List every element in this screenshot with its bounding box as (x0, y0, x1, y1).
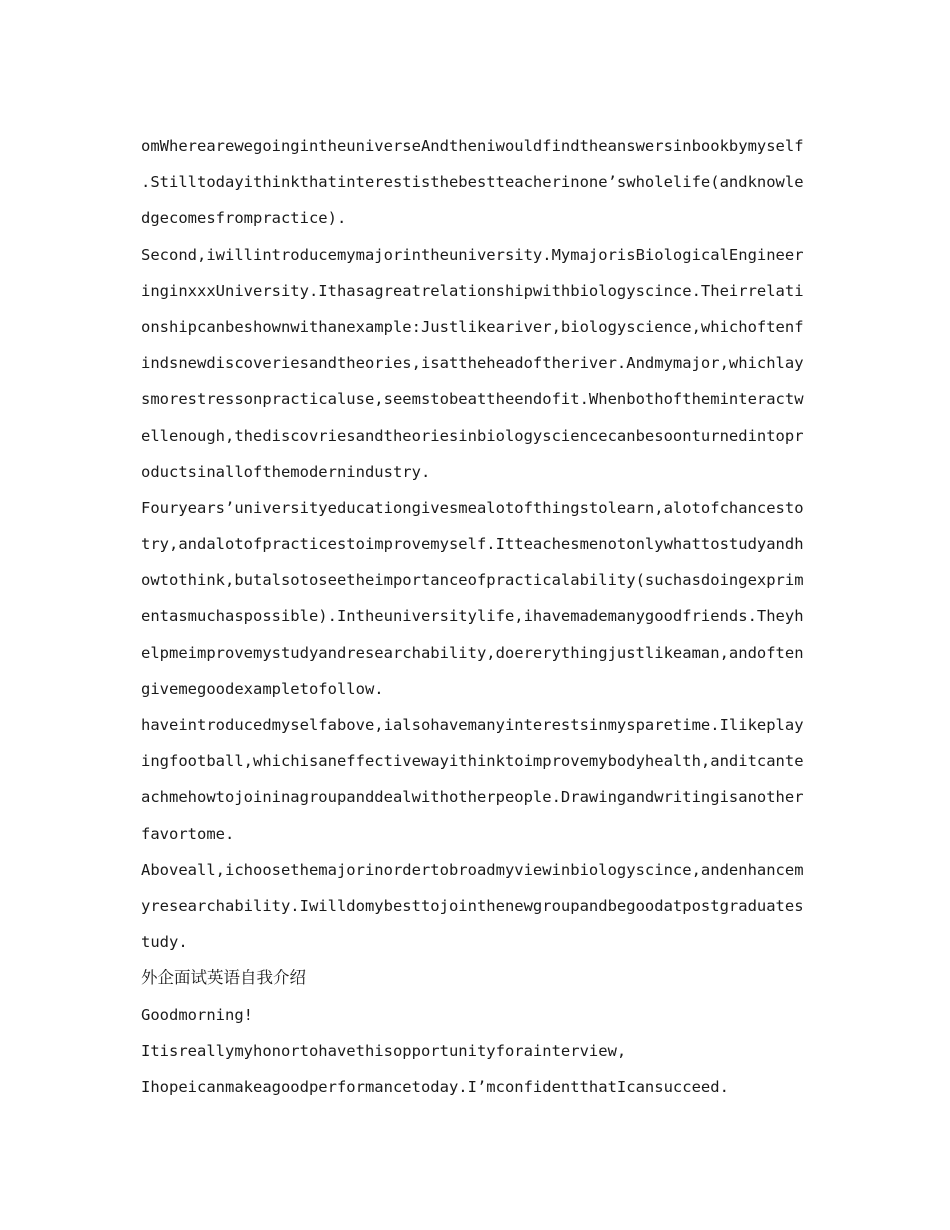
text-line: .Stilltodayithinkthatinterestisthebestteacherinone’swholelife(andknowle (141, 173, 804, 192)
text-line: Aboveall,ichoosethemajorinordertobroadmyviewinbiologyscince,andenhancem (141, 860, 804, 879)
text-line: Ihopeicanmakeagoodperformancetoday.I’mconfidentthatIcansucceed. (141, 1077, 729, 1096)
text-line: oductsinallofthemodernindustry. (141, 462, 431, 481)
text-line: ellenough,thediscovriesandtheoriesinbiologysciencecanbesoonturnedintopr (141, 426, 804, 445)
text-line: omWherearewegoingintheuniverseAndtheniwouldfindtheanswersinbookbymyself (141, 137, 804, 155)
text-line: dgecomesfrompractice). (141, 209, 347, 228)
text-line: inginxxxUniversity.Ithasagreatrelationshipwithbiologyscince.Theirrelati (141, 281, 804, 300)
text-line: haveintroducedmyselfabove,ialsohavemanyinterestsinmysparetime.Ilikeplay (141, 716, 804, 734)
text-line: tudy. (141, 933, 188, 952)
text-line: smorestressonpracticaluse,seemstobeattheendofit.Whenbothoftheminteractw (141, 390, 804, 409)
text-line: owtothink,butalsotoseetheimportanceofpracticalability(suchasdoingexprim (141, 571, 804, 590)
text-line: givemegoodexampletofollow. (141, 679, 384, 698)
text-line: elpmeimprovemystudyandresearchability,doererythingjustlikeaman,andoften (141, 643, 804, 662)
text-line: yresearchability.Iwilldomybesttojointhenewgroupandbegoodatpostgraduates (141, 896, 804, 915)
section-heading: 外企面试英语自我介绍 (141, 968, 306, 988)
text-line: Fouryears’universityeducationgivesmealotofthingstolearn,alotofchancesto (141, 498, 804, 517)
text-line: Goodmorning! (141, 1005, 253, 1024)
document-body (141, 128, 806, 1105)
text-line: onshipcanbeshownwithanexample:Justlikeariver,biologyscience,whichoftenf (141, 317, 804, 336)
text-line: achmehowtojoininagroupanddealwithotherpeople.Drawingandwritingisanother (141, 788, 804, 807)
text-line: Itisreallymyhonortohavethisopportunityforainterview, (141, 1041, 627, 1060)
text-line: ingfootball,whichisaneffectivewayithinktoimprovemybodyhealth,anditcante (141, 752, 804, 771)
text-line: entasmuchaspossible).Intheuniversitylife,ihavemademanygoodfriends.Theyh (141, 607, 804, 626)
text-line: favortome. (141, 824, 235, 843)
text-line: indsnewdiscoveriesandtheories,isattheheadoftheriver.Andmymajor,whichlay (141, 354, 804, 373)
text-line: try,andalotofpracticestoimprovemyself.Itteachesmenotonlywhattostudyandh (141, 535, 804, 554)
text-line: Second,iwillintroducemymajorintheuniversity.MymajorisBiologicalEngineer (141, 245, 804, 264)
